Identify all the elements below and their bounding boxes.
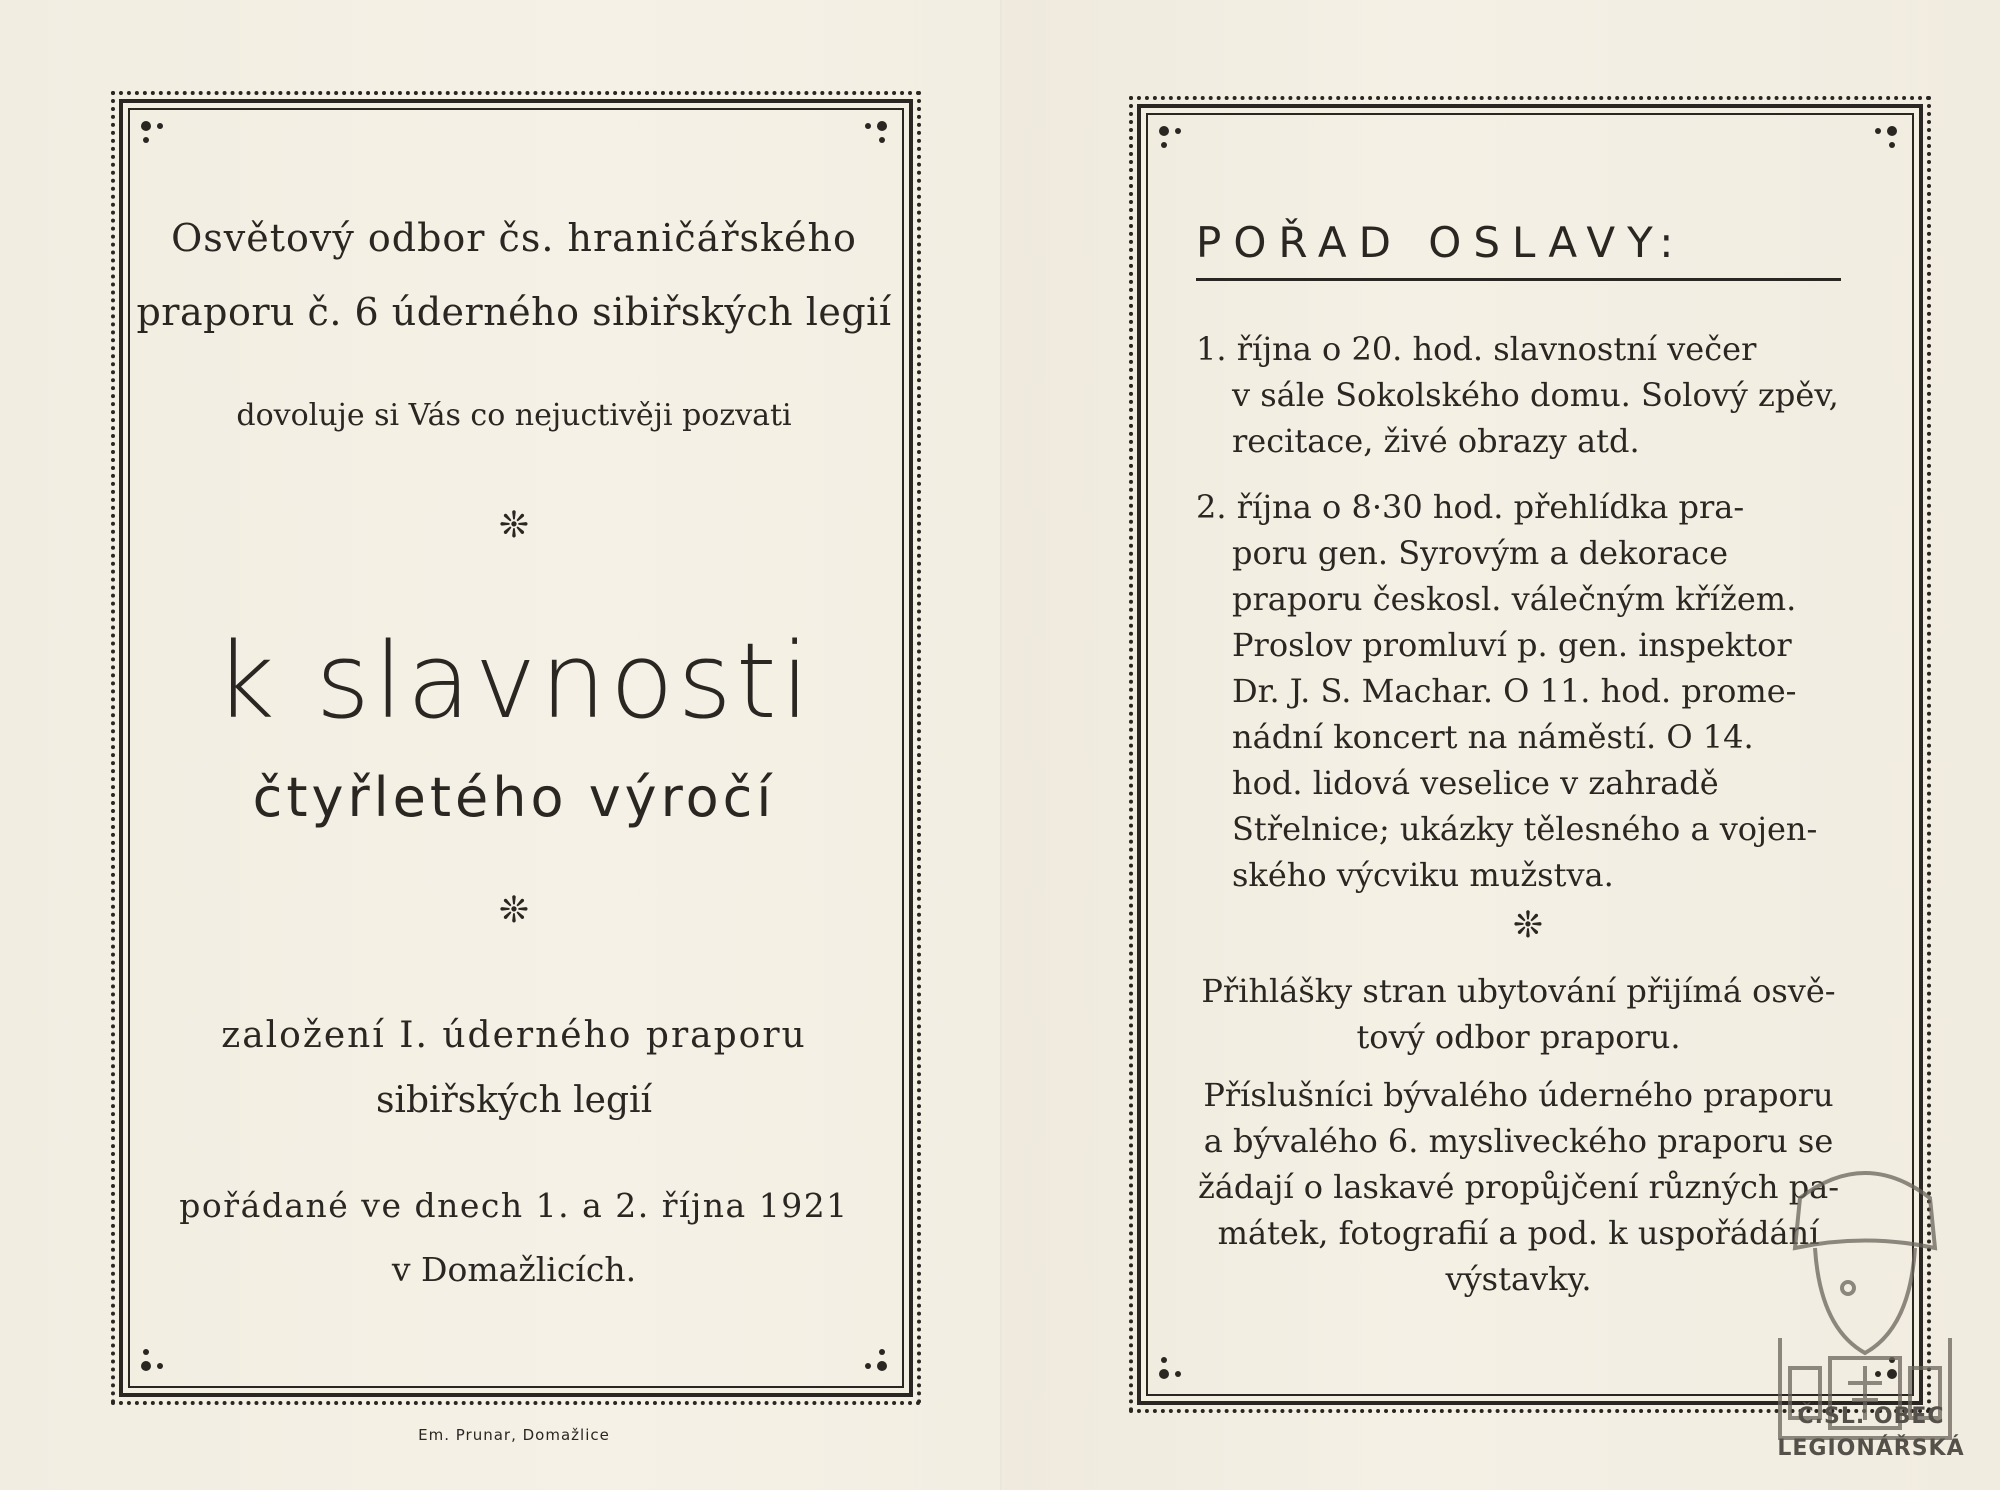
stamp-line2: LEGIONÁŘSKÁ — [1777, 1436, 1965, 1461]
program-title-rule — [1196, 278, 1841, 281]
program-item-2-line: hod. lidová veselice v zahradě — [1232, 764, 1719, 802]
left-main-title: k slavnosti — [214, 620, 814, 742]
program-item-2-line: Proslov promluví p. gen. inspektor — [1232, 626, 1792, 664]
members-request-line: a bývalého 6. mysliveckého praporu se — [1203, 1122, 1834, 1160]
program-item-2-line: Dr. J. S. Machar. O 11. hod. prome- — [1232, 672, 1797, 710]
left-org-line1: Osvětový odbor čs. hraničářského — [171, 216, 857, 260]
printer-imprint: Em. Prunar, Domažlice — [418, 1426, 610, 1444]
ornament-star-icon: ❊ — [1512, 905, 1544, 946]
left-place-line: v Domažlicích. — [391, 1250, 637, 1289]
program-item-1-line: v sále Sokolského domu. Solový zpěv, — [1232, 376, 1839, 414]
program-item-1 — [1196, 326, 1841, 464]
left-founding-line2: sibiřských legií — [375, 1080, 653, 1121]
program-item-2-line: nádní koncert na náměstí. O 14. — [1232, 718, 1754, 756]
members-request-note — [1196, 1072, 1841, 1302]
left-main-subtitle: čtyřletého výročí — [252, 766, 776, 829]
program-item-2-line: Střelnice; ukázky tělesného a vojen- — [1232, 810, 1818, 848]
program-title: POŘAD OSLAVY: — [1196, 218, 1686, 267]
left-founding-line1: založení I. úderného praporu — [221, 1015, 807, 1056]
registration-note — [1196, 968, 1841, 1060]
ornament-star-icon: ❊ — [498, 890, 530, 931]
left-date-line: pořádané ve dnech 1. a 2. října 1921 — [179, 1186, 849, 1225]
program-item-1-line: recitace, živé obrazy atd. — [1232, 422, 1640, 460]
program-item-2-line: 2. října o 8·30 hod. přehlídka pra- — [1196, 488, 1745, 526]
members-request-line: žádají o laskavé propůjčení různých pa- — [1197, 1168, 1840, 1206]
left-org-line2: praporu č. 6 úderného sibiřských legií — [136, 290, 892, 334]
left-invitation-line: dovoluje si Vás co nejuctivěji pozvati — [236, 398, 792, 433]
program-item-2-line: ského výcviku mužstva. — [1232, 856, 1614, 894]
stamp-line1: Č.SL. OBEC — [1797, 1404, 1945, 1429]
members-request-line: mátek, fotografií a pod. k uspořádání — [1217, 1214, 1820, 1252]
registration-note-line: Přihlášky stran ubytování přijímá osvě- — [1201, 972, 1836, 1010]
program-item-2 — [1196, 484, 1841, 898]
ornament-star-icon: ❊ — [498, 505, 530, 546]
program-item-2-line: praporu českosl. válečným křížem. — [1232, 580, 1797, 618]
program-item-2-line: poru gen. Syrovým a dekorace — [1232, 534, 1728, 572]
registration-note-line: tový odbor praporu. — [1356, 1018, 1681, 1056]
members-request-line: výstavky. — [1445, 1260, 1592, 1298]
program-item-1-line: 1. října o 20. hod. slavnostní večer — [1196, 330, 1757, 368]
members-request-line: Příslušníci bývalého úderného praporu — [1203, 1076, 1834, 1114]
